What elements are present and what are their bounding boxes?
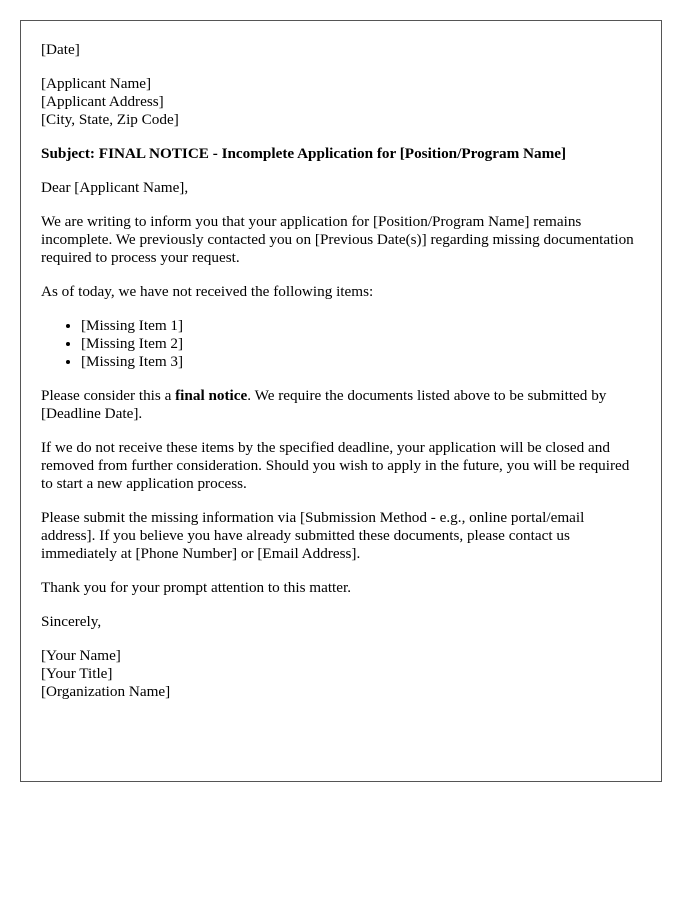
paragraph-thanks: Thank you for your prompt attention to this matter.	[41, 579, 352, 596]
paragraph-items-lead: As of today, we have not received the following items:	[41, 283, 374, 300]
list-item: • [Missing Item 2]	[81, 335, 641, 353]
final-notice-emphasis: final notice	[175, 387, 248, 404]
letter-date: [Date]	[41, 41, 80, 58]
paragraph-submission: Please submit the missing information via [Submission Method - e.g., online portal/email address]. If you believe you have already submitted these documents, please contact us immediately at [Phone Number] or [Email Address].	[41, 509, 585, 562]
list-item: • [Missing Item 1]	[81, 317, 641, 335]
letter-page	[20, 20, 662, 782]
final-notice-lead: Please consider this a	[41, 387, 176, 404]
paragraph-intro: We are writing to inform you that your application for [Position/Program Name] remains incomplete. We previously contacted you on [Previous Date(s)] regarding missing documentation required to process your request.	[41, 213, 634, 266]
signature-name: [Your Name]	[41, 647, 121, 664]
signature-block	[41, 647, 641, 701]
closing: Sincerely,	[41, 613, 102, 630]
recipient-city: [City, State, Zip Code]	[41, 111, 179, 128]
signature-organization: [Organization Name]	[41, 683, 171, 700]
recipient-block	[41, 75, 641, 129]
paragraph-deadline: If we do not receive these items by the specified deadline, your application will be closed and removed from further consideration. Should you wish to apply in the future, you will be required to start a new application process.	[41, 439, 630, 492]
recipient-address: [Applicant Address]	[41, 93, 164, 110]
list-item: • [Missing Item 3]	[81, 353, 641, 371]
final-notice-rest: . We require the documents listed above to be submitted by [Deadline Date].	[41, 387, 607, 422]
recipient-name: [Applicant Name]	[41, 75, 152, 92]
subject-line: Subject: FINAL NOTICE - Incomplete Application for [Position/Program Name]	[41, 145, 567, 162]
salutation: Dear [Applicant Name],	[41, 179, 189, 196]
missing-items-list	[41, 317, 641, 371]
paragraph-final-notice	[41, 387, 641, 423]
signature-title: [Your Title]	[41, 665, 113, 682]
